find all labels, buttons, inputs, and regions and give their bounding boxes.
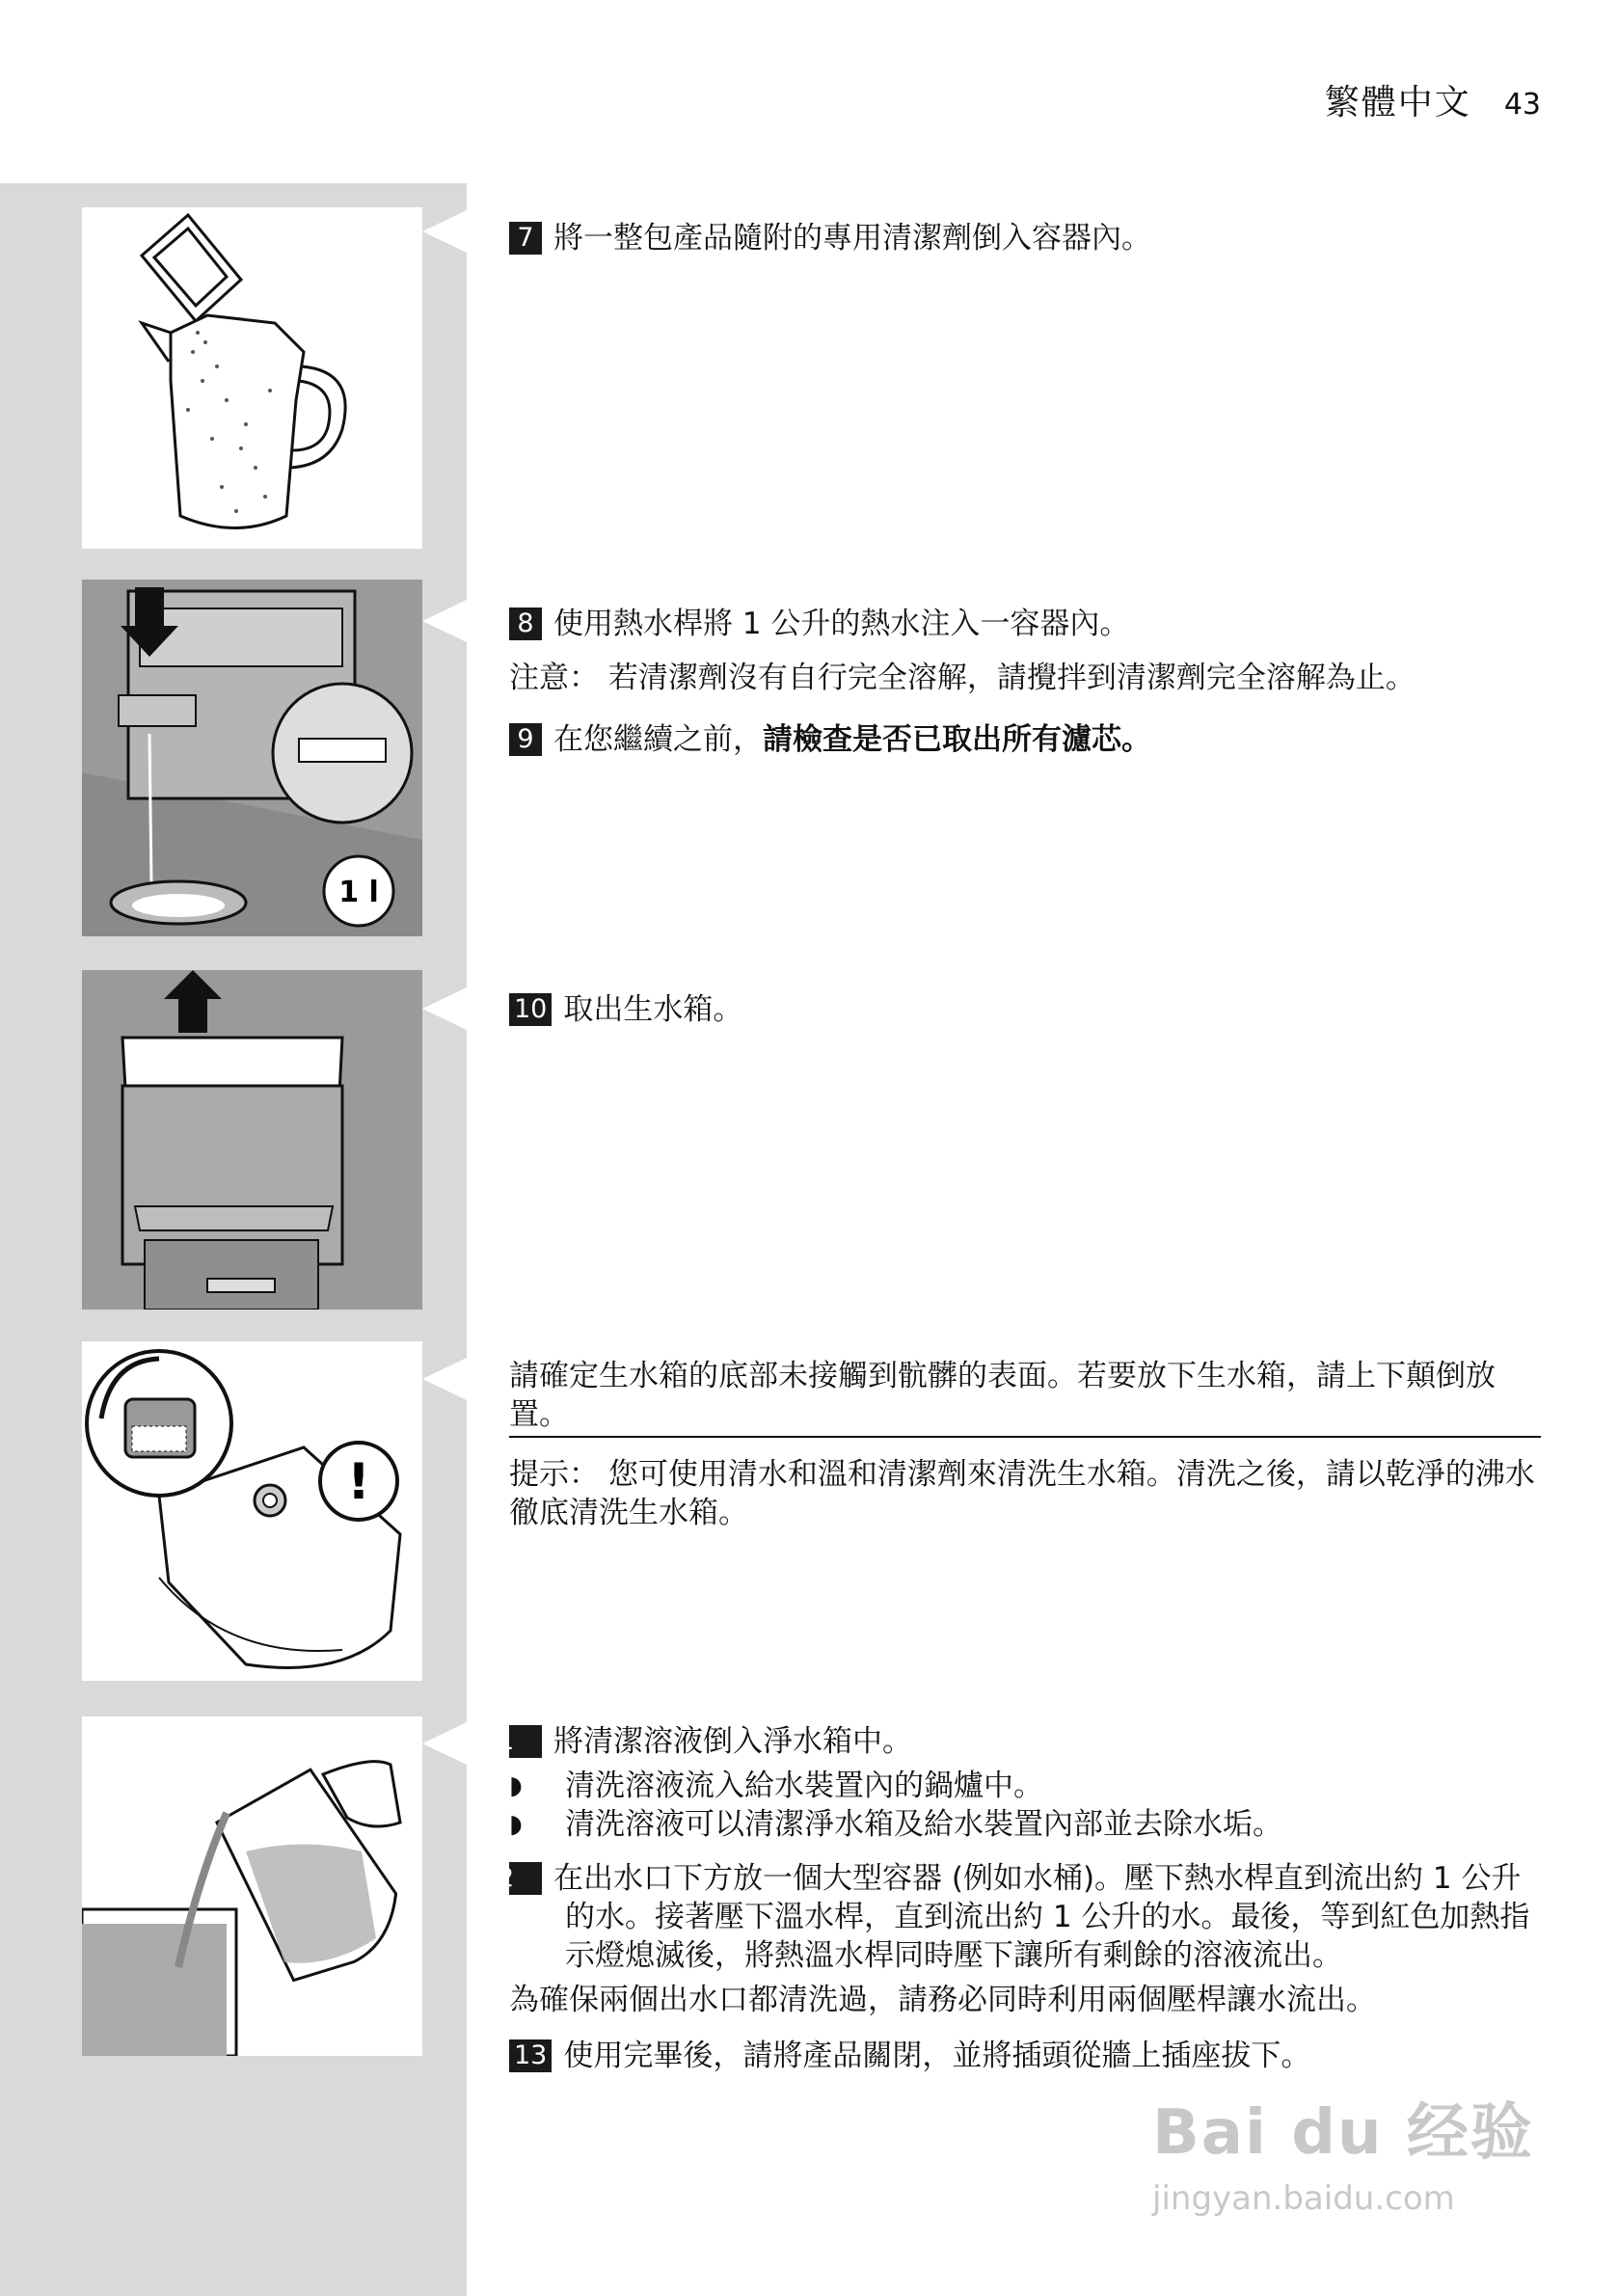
panel-pointer xyxy=(422,1722,467,1765)
illustration-hot-water xyxy=(82,580,422,936)
step-number: 13 xyxy=(509,2039,552,2072)
step-text: 使用熱水桿將 1 公升的熱水注入一容器內。 xyxy=(553,607,1130,641)
illustration-remove-tank xyxy=(82,970,422,1310)
caution-block xyxy=(509,1357,1541,1548)
tip-text: 提示： 您可使用清水和溫和清潔劑來清洗生水箱。清洗之後，請以乾淨的沸水徹底清洗生水箱。 xyxy=(509,1457,1535,1530)
language-label: 繁體中文 xyxy=(1324,83,1471,122)
note-text: 注意： 若清潔劑沒有自行完全溶解，請攪拌到清潔劑完全溶解為止。 xyxy=(509,661,1416,695)
step-text: 將清潔溶液倒入淨水箱中。 xyxy=(553,1724,912,1759)
panel-pointer xyxy=(422,1358,467,1400)
panel-pointer xyxy=(422,210,467,253)
detergent-jug-drawing xyxy=(82,207,422,549)
step-text: 在您繼續之前， xyxy=(553,722,763,757)
step-number: 11 xyxy=(509,1725,542,1758)
panel-pointer xyxy=(422,987,467,1030)
illustration-tank-warning xyxy=(82,1341,422,1681)
watermark-url: jingyan.baidu.com xyxy=(1152,2179,1455,2218)
steps-8-9 xyxy=(509,605,1541,774)
caution-text: 請確定生水箱的底部未接觸到骯髒的表面。若要放下生水箱，請上下顛倒放置。 xyxy=(509,1357,1541,1438)
watermark-logo: Bai du 经验 xyxy=(1152,2097,1534,2169)
step-text: 在出水口下方放一個大型容器 (例如水桶)。壓下熱水桿直到流出約 1 公升的水。接著壓下溫水桿，直到流出約 1 公升的水。最後，等到紅色加熱指示燈熄滅後，將熱溫水桿同時壓下讓所有剩餘的溶液流出。 xyxy=(553,1861,1530,1973)
remove-tank-drawing xyxy=(82,970,422,1310)
step-10 xyxy=(509,990,1541,1044)
water-volume-label: 1 l xyxy=(338,876,379,909)
list-item: ◗ 清洗溶液流入給水裝置內的鍋爐中。 xyxy=(509,1767,1541,1805)
tank-upside-down-drawing xyxy=(82,1341,422,1681)
page-number: 43 xyxy=(1503,88,1541,122)
step-text: 取出生水箱。 xyxy=(563,992,743,1027)
step-number: 8 xyxy=(509,608,542,640)
panel-pointer xyxy=(422,600,467,642)
warning-icon: ! xyxy=(347,1453,370,1511)
note-text: 為確保兩個出水口都清洗過，請務必同時利用兩個壓桿讓水流出。 xyxy=(509,1983,1376,2017)
pour-solution-drawing xyxy=(82,1716,422,2056)
step-number: 10 xyxy=(509,993,552,1026)
step-7 xyxy=(509,219,1541,273)
step-number: 9 xyxy=(509,723,542,756)
step-text: 使用完畢後，請將產品關閉，並將插頭從牆上插座拔下。 xyxy=(563,2039,1311,2073)
illustration-pour-solution xyxy=(82,1716,422,2056)
list-item: ◗ 清洗溶液可以清潔淨水箱及給水裝置內部並去除水垢。 xyxy=(509,1805,1541,1844)
page-header xyxy=(1325,75,1541,124)
watermark xyxy=(1152,2083,1534,2218)
steps-11-13 xyxy=(480,1722,1541,2091)
step-text-emphasis: 請檢查是否已取出所有濾芯。 xyxy=(763,722,1151,757)
step-number: 12 xyxy=(509,1862,542,1895)
step-text: 將一整包產品隨附的專用清潔劑倒入容器內。 xyxy=(553,221,1151,256)
step-number: 7 xyxy=(509,222,542,255)
illustration-detergent-pour xyxy=(82,207,422,549)
bullet-list xyxy=(509,1767,1541,1844)
dispenser-hot-water-drawing xyxy=(82,580,422,936)
